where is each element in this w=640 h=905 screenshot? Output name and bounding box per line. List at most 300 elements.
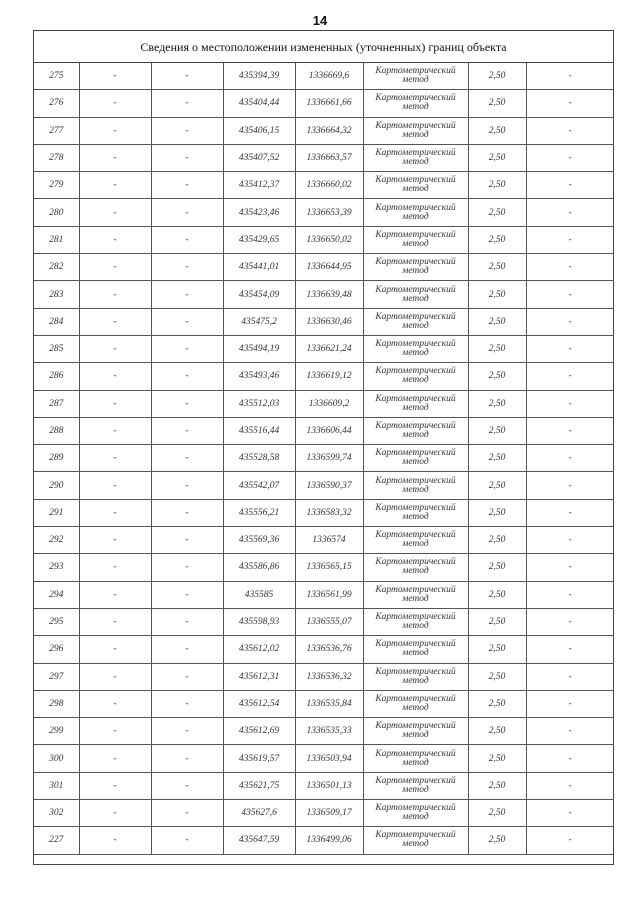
table-row [34, 117, 614, 144]
dash-cell: - [151, 581, 223, 608]
dash-cell: - [79, 117, 151, 144]
dash-cell: - [526, 745, 614, 772]
point-number-cell: 290 [34, 472, 79, 499]
dash-cell: - [79, 445, 151, 472]
method-line-2: метод [402, 648, 429, 659]
method-line-1: Картометрический [375, 721, 456, 732]
point-number-cell: 302 [34, 800, 79, 827]
accuracy-cell: 2,50 [468, 499, 526, 526]
method-line-2: метод [402, 511, 429, 522]
dash-cell: - [526, 581, 614, 608]
accuracy-cell: 2,50 [468, 472, 526, 499]
dash-cell: - [526, 226, 614, 253]
accuracy-cell: 2,50 [468, 199, 526, 226]
dash-cell: - [526, 608, 614, 635]
coordinate-x-cell: 435404,44 [223, 90, 295, 117]
point-number-cell: 279 [34, 172, 79, 199]
dash-cell: - [151, 144, 223, 171]
coordinate-y-cell: 1336609,2 [295, 390, 363, 417]
method-line-2: метод [402, 839, 429, 850]
method-line-2: метод [402, 484, 429, 495]
dash-cell: - [151, 63, 223, 90]
section-title: Сведения о местоположении измененных (уточненных) границ объекта [34, 31, 613, 63]
method-cell [363, 335, 468, 362]
dash-cell: - [151, 499, 223, 526]
dash-cell: - [79, 335, 151, 362]
method-cell [363, 690, 468, 717]
method-cell [363, 63, 468, 90]
dash-cell: - [526, 90, 614, 117]
method-line-1: Картометрический [375, 693, 456, 704]
method-line-2: метод [402, 320, 429, 331]
point-number-cell: 287 [34, 390, 79, 417]
coordinate-x-cell: 435542,07 [223, 472, 295, 499]
table-row [34, 690, 614, 717]
dash-cell: - [151, 226, 223, 253]
accuracy-cell: 2,50 [468, 581, 526, 608]
accuracy-cell: 2,50 [468, 144, 526, 171]
coordinate-x-cell: 435598,93 [223, 608, 295, 635]
dash-cell: - [151, 663, 223, 690]
table-row [34, 608, 614, 635]
coordinate-y-cell: 1336536,76 [295, 636, 363, 663]
dash-cell: - [79, 390, 151, 417]
method-line-2: метод [402, 675, 429, 686]
accuracy-cell: 2,50 [468, 554, 526, 581]
method-line-2: метод [402, 621, 429, 632]
method-line-2: метод [402, 784, 429, 795]
coordinate-y-cell: 1336501,13 [295, 772, 363, 799]
boundary-points-table [34, 63, 614, 871]
table-row [34, 226, 614, 253]
table-row [34, 63, 614, 90]
accuracy-cell: 2,50 [468, 390, 526, 417]
coordinate-y-cell: 1336621,24 [295, 335, 363, 362]
method-line-1: Картометрический [375, 148, 456, 159]
point-number-cell: 293 [34, 554, 79, 581]
method-cell [363, 417, 468, 444]
dash-cell: - [151, 800, 223, 827]
accuracy-cell: 2,50 [468, 608, 526, 635]
dash-cell: - [79, 281, 151, 308]
coordinate-x-cell: 435612,31 [223, 663, 295, 690]
method-line-1: Картометрический [375, 448, 456, 459]
accuracy-cell: 2,50 [468, 663, 526, 690]
accuracy-cell: 2,50 [468, 718, 526, 745]
point-number-cell: 285 [34, 335, 79, 362]
dash-cell: - [151, 172, 223, 199]
dash-cell: - [79, 690, 151, 717]
dash-cell: - [151, 472, 223, 499]
coordinate-x-cell: 435429,65 [223, 226, 295, 253]
dash-cell: - [79, 417, 151, 444]
table-row [34, 581, 614, 608]
coordinate-y-cell: 1336555,07 [295, 608, 363, 635]
table-row [34, 335, 614, 362]
method-line-2: метод [402, 238, 429, 249]
method-cell [363, 636, 468, 663]
coordinate-y-cell: 1336535,84 [295, 690, 363, 717]
accuracy-cell: 2,50 [468, 690, 526, 717]
method-line-1: Картометрический [375, 284, 456, 295]
table-row [34, 636, 614, 663]
method-line-1: Картометрический [375, 557, 456, 568]
coordinate-x-cell: 435512,03 [223, 390, 295, 417]
point-number-cell: 294 [34, 581, 79, 608]
table-row [34, 472, 614, 499]
point-number-cell: 276 [34, 90, 79, 117]
coordinate-x-cell: 435556,21 [223, 499, 295, 526]
coordinate-x-cell: 435406,15 [223, 117, 295, 144]
coordinate-y-cell: 1336660,02 [295, 172, 363, 199]
table-row [34, 827, 614, 854]
method-cell [363, 90, 468, 117]
method-cell [363, 172, 468, 199]
dash-cell: - [79, 772, 151, 799]
method-cell [363, 199, 468, 226]
dash-cell: - [151, 636, 223, 663]
coordinate-x-cell: 435475,2 [223, 308, 295, 335]
point-number-cell: 300 [34, 745, 79, 772]
table-row [34, 745, 614, 772]
table-row [34, 499, 614, 526]
dash-cell: - [79, 226, 151, 253]
coordinate-x-cell: 435394,39 [223, 63, 295, 90]
coordinate-x-cell: 435569,36 [223, 527, 295, 554]
dash-cell: - [526, 390, 614, 417]
method-cell [363, 499, 468, 526]
method-line-2: метод [402, 348, 429, 359]
accuracy-cell: 2,50 [468, 117, 526, 144]
method-line-2: метод [402, 539, 429, 550]
method-line-1: Картометрический [375, 475, 456, 486]
dash-cell: - [79, 90, 151, 117]
coordinate-x-cell: 435586,86 [223, 554, 295, 581]
table-row [34, 254, 614, 281]
coordinate-y-cell: 1336664,32 [295, 117, 363, 144]
method-line-1: Картометрический [375, 775, 456, 786]
method-cell [363, 254, 468, 281]
point-number-cell: 301 [34, 772, 79, 799]
method-cell [363, 663, 468, 690]
method-line-2: метод [402, 757, 429, 768]
point-number-cell: 296 [34, 636, 79, 663]
method-cell [363, 827, 468, 854]
table-row [34, 281, 614, 308]
dash-cell: - [526, 554, 614, 581]
empty-cell [34, 854, 614, 871]
method-line-1: Картометрический [375, 748, 456, 759]
method-line-1: Картометрический [375, 175, 456, 186]
table-row [34, 445, 614, 472]
method-line-2: метод [402, 375, 429, 386]
dash-cell: - [151, 527, 223, 554]
table-row [34, 772, 614, 799]
accuracy-cell: 2,50 [468, 800, 526, 827]
dash-cell: - [526, 417, 614, 444]
coordinate-x-cell: 435621,75 [223, 772, 295, 799]
coordinate-y-cell: 1336663,57 [295, 144, 363, 171]
point-number-cell: 292 [34, 527, 79, 554]
accuracy-cell: 2,50 [468, 281, 526, 308]
point-number-cell: 281 [34, 226, 79, 253]
dash-cell: - [526, 363, 614, 390]
dash-cell: - [151, 90, 223, 117]
point-number-cell: 297 [34, 663, 79, 690]
accuracy-cell: 2,50 [468, 363, 526, 390]
coordinate-x-cell: 435454,09 [223, 281, 295, 308]
dash-cell: - [151, 827, 223, 854]
method-cell [363, 308, 468, 335]
dash-cell: - [79, 636, 151, 663]
dash-cell: - [151, 254, 223, 281]
point-number-cell: 277 [34, 117, 79, 144]
coordinate-x-cell: 435412,37 [223, 172, 295, 199]
method-line-1: Картометрический [375, 311, 456, 322]
coordinate-x-cell: 435612,54 [223, 690, 295, 717]
point-number-cell: 286 [34, 363, 79, 390]
dash-cell: - [79, 800, 151, 827]
method-cell [363, 608, 468, 635]
dash-cell: - [151, 554, 223, 581]
method-line-1: Картометрический [375, 639, 456, 650]
dash-cell: - [526, 335, 614, 362]
dash-cell: - [79, 63, 151, 90]
method-cell [363, 800, 468, 827]
coordinate-y-cell: 1336503,94 [295, 745, 363, 772]
dash-cell: - [526, 199, 614, 226]
method-line-1: Картометрический [375, 120, 456, 131]
coordinate-y-cell: 1336565,15 [295, 554, 363, 581]
dash-cell: - [526, 254, 614, 281]
coordinate-y-cell: 1336536,32 [295, 663, 363, 690]
dash-cell: - [526, 308, 614, 335]
method-line-1: Картометрический [375, 229, 456, 240]
accuracy-cell: 2,50 [468, 827, 526, 854]
method-cell [363, 390, 468, 417]
method-line-2: метод [402, 702, 429, 713]
method-line-2: метод [402, 457, 429, 468]
dash-cell: - [526, 172, 614, 199]
dash-cell: - [79, 308, 151, 335]
dash-cell: - [526, 827, 614, 854]
accuracy-cell: 2,50 [468, 417, 526, 444]
coordinate-x-cell: 435647,59 [223, 827, 295, 854]
point-number-cell: 275 [34, 63, 79, 90]
coordinate-y-cell: 1336590,37 [295, 472, 363, 499]
dash-cell: - [526, 281, 614, 308]
dash-cell: - [79, 718, 151, 745]
method-cell [363, 117, 468, 144]
dash-cell: - [79, 199, 151, 226]
table-row [34, 417, 614, 444]
page-number: 14 [312, 13, 328, 28]
table-row [34, 199, 614, 226]
method-line-1: Картометрический [375, 612, 456, 623]
coordinate-x-cell: 435585 [223, 581, 295, 608]
method-line-2: метод [402, 402, 429, 413]
dash-cell: - [526, 527, 614, 554]
accuracy-cell: 2,50 [468, 445, 526, 472]
dash-cell: - [79, 554, 151, 581]
accuracy-cell: 2,50 [468, 527, 526, 554]
method-line-2: метод [402, 293, 429, 304]
coordinate-y-cell: 1336644,95 [295, 254, 363, 281]
coordinate-y-cell: 1336583,32 [295, 499, 363, 526]
coordinate-x-cell: 435423,46 [223, 199, 295, 226]
dash-cell: - [79, 363, 151, 390]
point-number-cell: 280 [34, 199, 79, 226]
point-number-cell: 298 [34, 690, 79, 717]
method-cell [363, 745, 468, 772]
dash-cell: - [151, 445, 223, 472]
method-cell [363, 144, 468, 171]
coordinate-y-cell: 1336650,02 [295, 226, 363, 253]
method-line-2: метод [402, 566, 429, 577]
dash-cell: - [79, 472, 151, 499]
dash-cell: - [151, 745, 223, 772]
point-number-cell: 278 [34, 144, 79, 171]
coordinate-x-cell: 435493,46 [223, 363, 295, 390]
table-row [34, 390, 614, 417]
method-line-1: Картометрический [375, 202, 456, 213]
table-row [34, 144, 614, 171]
dash-cell: - [526, 636, 614, 663]
point-number-cell: 283 [34, 281, 79, 308]
method-line-1: Картометрический [375, 93, 456, 104]
dash-cell: - [79, 527, 151, 554]
coordinate-x-cell: 435516,44 [223, 417, 295, 444]
dash-cell: - [526, 663, 614, 690]
method-line-2: метод [402, 730, 429, 741]
coordinate-y-cell: 1336653,39 [295, 199, 363, 226]
dash-cell: - [151, 772, 223, 799]
accuracy-cell: 2,50 [468, 335, 526, 362]
coordinate-x-cell: 435619,57 [223, 745, 295, 772]
method-line-2: метод [402, 129, 429, 140]
accuracy-cell: 2,50 [468, 63, 526, 90]
dash-cell: - [526, 472, 614, 499]
method-line-1: Картометрический [375, 393, 456, 404]
method-line-2: метод [402, 430, 429, 440]
table-row [34, 554, 614, 581]
method-line-1: Картометрический [375, 666, 456, 677]
point-number-cell: 291 [34, 499, 79, 526]
method-line-1: Картометрический [375, 366, 456, 377]
coordinate-y-cell: 1336606,44 [295, 417, 363, 444]
dash-cell: - [151, 281, 223, 308]
dash-cell: - [526, 718, 614, 745]
method-line-1: Картометрический [375, 339, 456, 350]
dash-cell: - [79, 663, 151, 690]
point-number-cell: 288 [34, 417, 79, 444]
coordinate-y-cell: 1336599,74 [295, 445, 363, 472]
coordinate-y-cell: 1336669,6 [295, 63, 363, 90]
accuracy-cell: 2,50 [468, 90, 526, 117]
table-row [34, 172, 614, 199]
coordinate-y-cell: 1336561,99 [295, 581, 363, 608]
accuracy-cell: 2,50 [468, 636, 526, 663]
method-cell [363, 554, 468, 581]
method-line-1: Картометрический [375, 257, 456, 268]
method-line-1: Картометрический [375, 830, 456, 841]
method-cell [363, 718, 468, 745]
method-cell [363, 445, 468, 472]
method-line-2: метод [402, 266, 429, 277]
accuracy-cell: 2,50 [468, 745, 526, 772]
point-number-cell: 295 [34, 608, 79, 635]
coordinate-y-cell: 1336619,12 [295, 363, 363, 390]
coordinate-y-cell: 1336535,33 [295, 718, 363, 745]
method-cell [363, 527, 468, 554]
point-number-cell: 227 [34, 827, 79, 854]
dash-cell: - [79, 745, 151, 772]
coordinate-y-cell: 1336639,48 [295, 281, 363, 308]
coordinate-x-cell: 435612,02 [223, 636, 295, 663]
dash-cell: - [151, 308, 223, 335]
method-line-2: метод [402, 157, 429, 168]
dash-cell: - [526, 690, 614, 717]
coordinate-x-cell: 435528,58 [223, 445, 295, 472]
method-cell [363, 281, 468, 308]
boundary-table-frame [33, 30, 614, 865]
dash-cell: - [151, 363, 223, 390]
coordinate-y-cell: 1336630,46 [295, 308, 363, 335]
dash-cell: - [79, 499, 151, 526]
method-cell [363, 581, 468, 608]
table-row [34, 363, 614, 390]
method-line-1: Картометрический [375, 530, 456, 541]
method-cell [363, 363, 468, 390]
method-line-2: метод [402, 102, 429, 113]
method-line-1: Картометрический [375, 803, 456, 814]
point-number-cell: 284 [34, 308, 79, 335]
method-cell [363, 226, 468, 253]
table-row [34, 527, 614, 554]
accuracy-cell: 2,50 [468, 254, 526, 281]
method-cell [363, 472, 468, 499]
dash-cell: - [151, 199, 223, 226]
dash-cell: - [79, 581, 151, 608]
dash-cell: - [526, 445, 614, 472]
dash-cell: - [79, 172, 151, 199]
table-row [34, 663, 614, 690]
method-line-2: метод [402, 75, 429, 86]
dash-cell: - [526, 800, 614, 827]
point-number-cell: 289 [34, 445, 79, 472]
accuracy-cell: 2,50 [468, 172, 526, 199]
empty-row [34, 854, 614, 871]
method-line-2: метод [402, 211, 429, 222]
point-number-cell: 282 [34, 254, 79, 281]
coordinate-y-cell: 1336499,06 [295, 827, 363, 854]
dash-cell: - [79, 254, 151, 281]
dash-cell: - [526, 63, 614, 90]
coordinate-y-cell: 1336661,66 [295, 90, 363, 117]
dash-cell: - [526, 499, 614, 526]
coordinate-x-cell: 435494,19 [223, 335, 295, 362]
accuracy-cell: 2,50 [468, 226, 526, 253]
table-row [34, 308, 614, 335]
dash-cell: - [526, 117, 614, 144]
point-number-cell: 299 [34, 718, 79, 745]
coordinate-y-cell: 1336574 [295, 527, 363, 554]
dash-cell: - [151, 390, 223, 417]
method-line-1: Картометрический [375, 66, 456, 77]
table-row [34, 718, 614, 745]
dash-cell: - [151, 117, 223, 144]
coordinate-x-cell: 435407,52 [223, 144, 295, 171]
